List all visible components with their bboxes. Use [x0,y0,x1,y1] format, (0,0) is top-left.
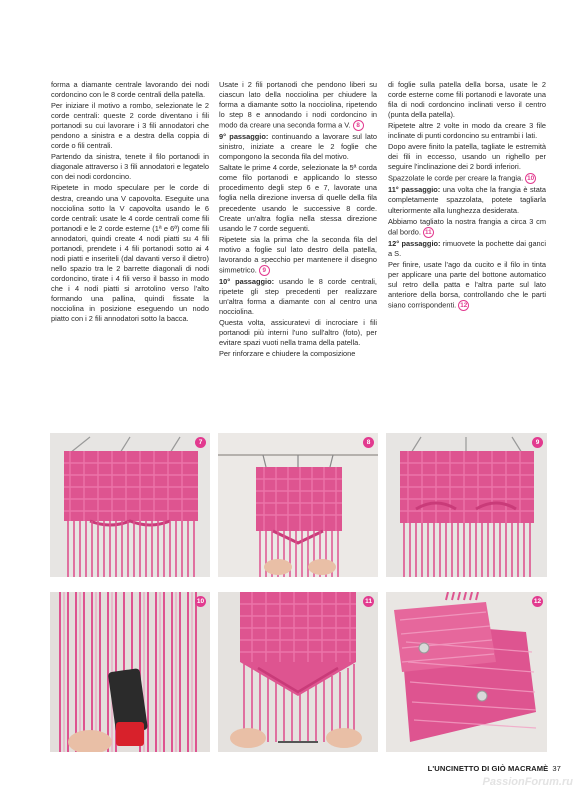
macrame-photo-image [386,592,547,752]
paragraph-text: una volta che la frangia è stata completamente spazzolata, potete tagliarla ulteriormente alla lunghezza desiderata. [388,185,546,215]
text-column-3 [388,80,546,311]
photo-ref-badge: 11 [423,227,434,238]
paragraph [219,277,377,317]
paragraph: Per rinforzare e chiudere la composizione [219,349,356,359]
photo-ref-badge: 10 [527,175,535,183]
paragraph-text: Usate i 2 fili portanodi che pendono liberi su ciascun lato della nocciolina per chiudere la forma a diamante sotto la nocciolina, ripetendo lo step 8 e annodando i nodi cordoncino in modo da creare una seconda forma a V. [219,80,377,130]
paragraph: Partendo da sinistra, tenete il filo portanodi in diagonale attraverso i 3 fili annodatori e legatelo con dei nodi cordoncino. [51,152,209,182]
paragraph [388,217,546,238]
photo-number-badge: 7 [195,437,206,448]
photo-number-badge: 12 [533,598,542,605]
paragraph-text: rimuovete la pochette dai ganci a S. [388,238,546,258]
paragraph: Ripetete in modo speculare per le corde di destra, creando una V capovolta. Eseguite una nocciolina sotto la V capovolta usando le 6 corde centrali: usate le 4 corde centrali come fili portanodi e le 2 corde esterne (1ª e 6ª) come fili annodatori, quindi create 4 nodi piatti su 4 fili portanodi, prendete i 4 fili portanodi sotto ai 4 nodi piatti e inseriteli (dal davanti verso il dietro) nello spazio tra le 2 barrette diagonali di nodi cordoncino, tirate i 4 fili verso il basso in modo che i 4 nodi piatti si arrotolino verso l'alto formando una pallina, quindi fissate la nocciolina in posizione eseguendo un nodo piatto con i 2 fili annodatori sotto la bacca. [51,183,209,324]
page-footer [428,764,561,773]
text-column-2 [219,80,377,359]
photo-step-11 [218,592,378,752]
paragraph: forma a diamante centrale lavorando dei nodi cordoncino con le 8 corde centrali della patella. [51,80,209,100]
paragraph: Ripetete altre 2 volte in modo da creare 3 file inclinate di punti cordoncino su entrambi i lati. [388,121,546,141]
photo-ref-badge: 9 [259,265,270,276]
paragraph-text: usando le 8 corde centrali, ripetete gli step precedenti per realizzare un'altra forma a diamante con al centro una nocciolina. [219,276,377,316]
step-label: 9° passaggio: [219,132,269,142]
paragraph-text: Abbiamo tagliato la nostra frangia a circa 3 cm dal bordo. [388,216,546,237]
step-label: 11° passaggio: [388,185,441,195]
magazine-title: L'UNCINETTO DI GIÒ MACRAMÈ [427,764,549,773]
macrame-photo-image [218,433,378,577]
photo-step-10 [50,592,210,752]
paragraph: Questa volta, assicuratevi di incrociare i fili portanodi più interni l'uno sull'altro (foto), per evitare spazi vuoti nella trama della patella. [219,317,377,348]
macrame-photo-image [50,592,210,752]
paragraph-text: Spazzolate le corde per creare la frangia. [388,173,524,183]
paragraph-text: Per finire, usate l'ago da cucito e il filo in tinta per applicare una parte del bottone automatico sul retro della patta e l'altra parte sul lato anteriore della borsa, controllando che le parti siano corrispondenti. [388,259,546,310]
paragraph: di foglie sulla patella della borsa, usate le 2 corde esterne come fili portanodi e lavorate una fila di nodi cordoncino inclinati verso il centro (punta della patella). [388,80,546,120]
photo-ref-badge: 12 [460,301,468,309]
photo-ref-badge: 8 [353,120,364,131]
watermark-logo: PassionForum.ru [482,776,573,788]
macrame-photo-image [218,592,378,752]
paragraph [388,185,546,215]
step-label: 12° passaggio: [388,238,441,248]
step-label: 10° passaggio: [219,276,275,286]
paragraph [219,80,377,131]
photo-step-8 [218,433,378,577]
paragraph [219,235,377,276]
photo-number-badge: 10 [196,598,205,605]
photo-number-badge: 8 [363,437,374,448]
paragraph [219,132,377,162]
paragraph [388,260,546,311]
paragraph: Saltate le prime 4 corde, selezionate la 5ª corda come filo portanodi e applicando lo stesso procedimento degli step 6 e 7, lavorate una foglia nella direzione inversa di quelle della fila precedente usando le successive 8 corde. Create un'altra foglia nella stessa direzione usando le 7 corde seguenti. [219,163,377,233]
photo-number-badge: 9 [532,437,543,448]
page-number: 37 [552,764,561,773]
photo-step-12 [386,592,547,752]
macrame-photo-image [386,433,547,577]
paragraph [388,173,546,184]
paragraph-text: Ripetete sia la prima che la seconda fila del motivo a foglie sul lato destro della patella, lavorando a specchio per mantenere il disegno simmetrico. [219,234,377,275]
photo-step-7 [50,433,210,577]
paragraph [388,239,546,259]
paragraph: Dopo avere finito la patella, tagliate le estremità dei fili in eccesso, usando un righello per seguire l'inclinazione dei 2 bordi inferiori. [388,142,546,172]
macrame-photo-image [50,433,210,577]
photo-step-9 [386,433,547,577]
photo-number-badge: 11 [363,596,374,607]
paragraph-text: continuando a lavorare sul lato sinistro, iniziate a creare le 2 foglie che compongono la seconda fila del motivo. [219,132,377,162]
paragraph: Per iniziare il motivo a rombo, selezionate le 2 corde centrali: queste 2 corde diventano i fili portanodi su cui lavorare i 3 fili annodatori che pendono a sinistra e a destra della coppia di corde o fili centrali. [51,101,209,151]
text-column-1 [51,80,209,324]
